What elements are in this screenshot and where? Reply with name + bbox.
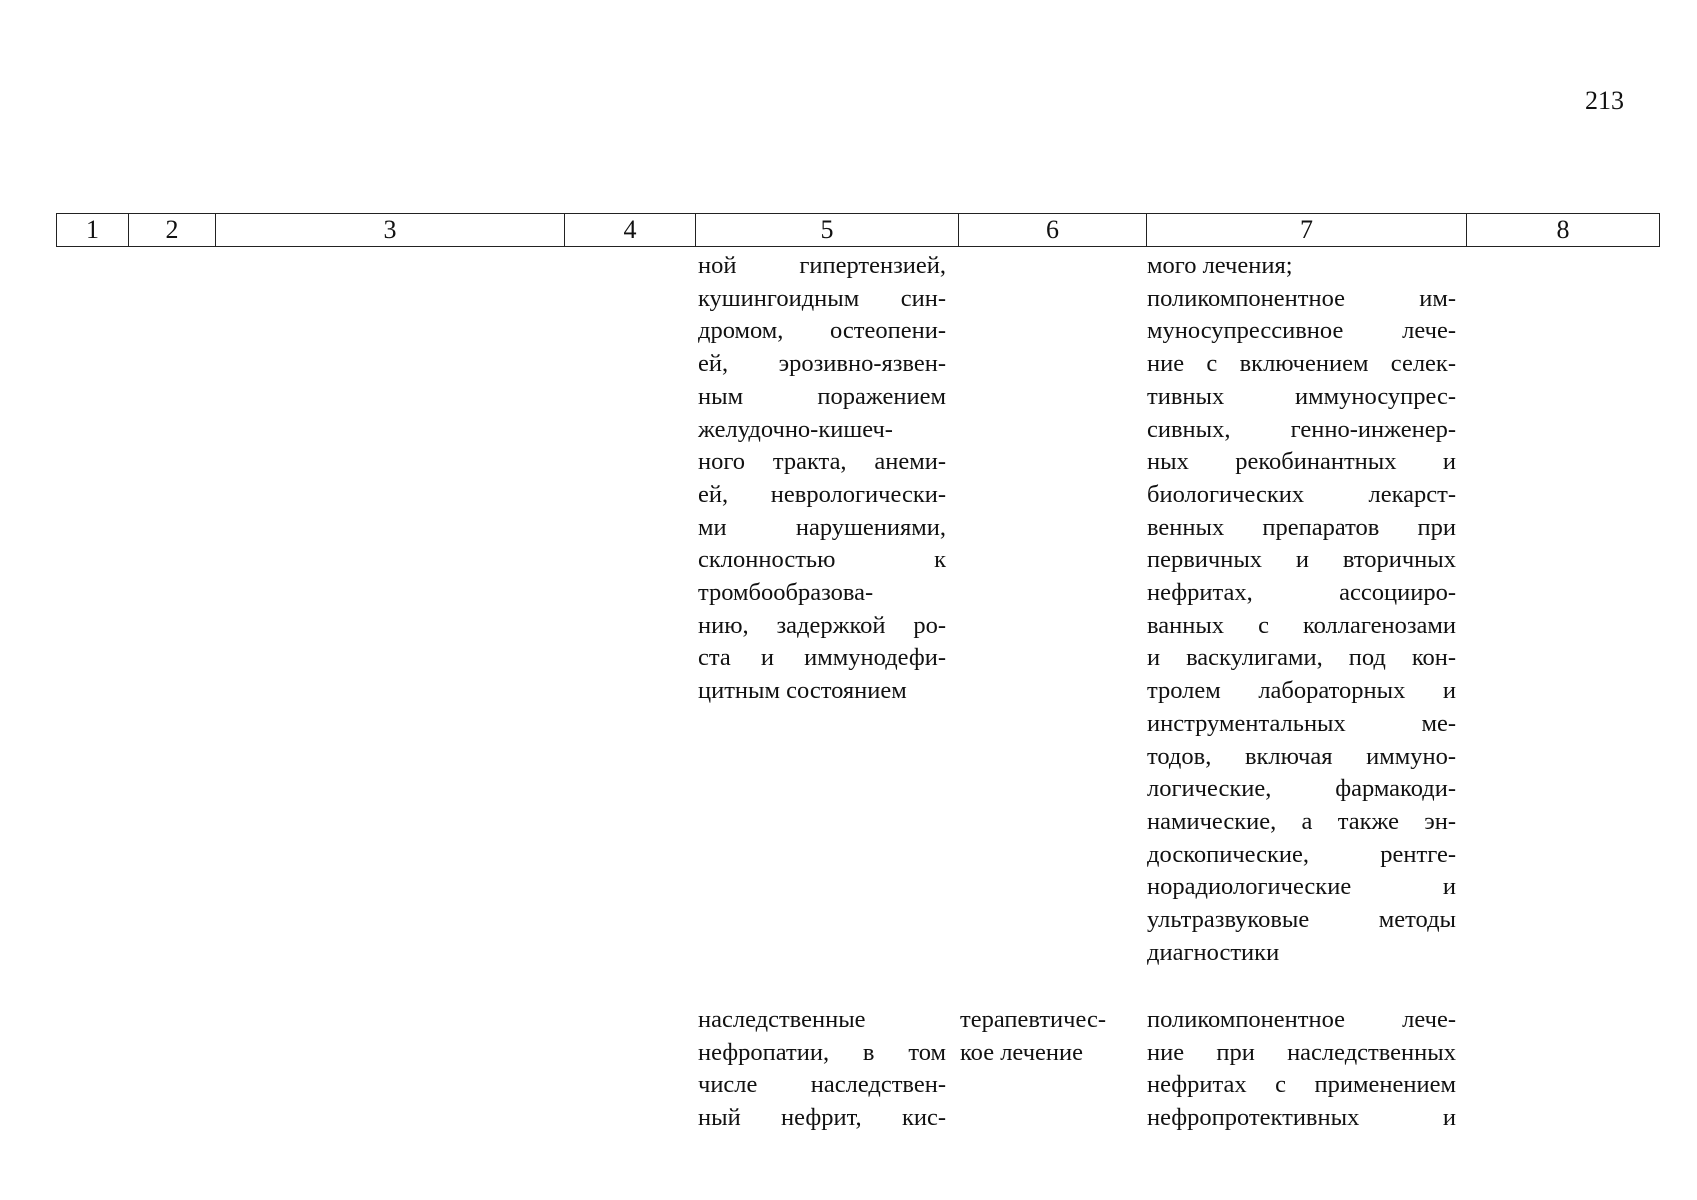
column-number-3: 3 — [216, 214, 565, 247]
text-line: ным поражением — [698, 382, 946, 410]
text-line: нию, задержкой ро- — [698, 611, 946, 639]
text-line: и васкулигами, под кон- — [1147, 644, 1456, 672]
text-line: склонностью к — [698, 546, 946, 574]
text-line: тодов, включая иммуно- — [1147, 742, 1456, 770]
text-line: сивных, генно-инженер- — [1147, 415, 1456, 443]
text-line: терапевтичес- — [960, 1006, 1106, 1033]
block2-column5-text — [698, 1004, 946, 1135]
text-line: поликомпонентное лече- — [1147, 1006, 1456, 1033]
text-line: наследственные — [698, 1006, 866, 1033]
text-line: ние при наследственных — [1147, 1038, 1456, 1066]
text-line: ной гипертензией, — [698, 252, 946, 279]
column-header-table — [56, 213, 1660, 247]
text-line: венных препаратов при — [1147, 513, 1456, 541]
column-number-2: 2 — [129, 214, 216, 247]
block2-column7-text — [1147, 1004, 1456, 1135]
column-number-6: 6 — [959, 214, 1147, 247]
text-line: поликомпонентное им- — [1147, 284, 1456, 312]
text-line: ных рекобинантных и — [1147, 448, 1456, 476]
text-line: цитным состоянием — [698, 677, 907, 705]
text-line: первичных и вторичных — [1147, 546, 1456, 574]
text-line: мого лечения; — [1147, 252, 1293, 279]
text-line: ние с включением селек- — [1147, 350, 1456, 378]
page-number: 213 — [1585, 86, 1624, 115]
column-number-8: 8 — [1467, 214, 1660, 247]
text-line: доскопические, рентге- — [1147, 840, 1456, 868]
block1-column7-text — [1147, 250, 1456, 969]
text-line: числе наследствен- — [698, 1071, 946, 1099]
text-line: дромом, остеопени- — [698, 317, 946, 345]
text-line: тивных иммуносупрес- — [1147, 382, 1456, 410]
column-number-1: 1 — [57, 214, 129, 247]
text-line: ей, неврологически- — [698, 480, 946, 508]
text-line: нефропротективных и — [1147, 1104, 1456, 1132]
text-line: логические, фармакоди- — [1147, 775, 1456, 803]
text-line: ей, эрозивно-язвен- — [698, 350, 946, 378]
text-line: муносупрессивное лече- — [1147, 317, 1456, 345]
text-line: ванных с коллагенозами — [1147, 611, 1456, 639]
text-line: желудочно-кишеч- — [698, 415, 893, 443]
text-line: нефропатии, в том — [698, 1038, 946, 1066]
text-line: кушингоидным син- — [698, 284, 946, 312]
column-number-row — [57, 214, 1660, 247]
text-line: намические, а также эн- — [1147, 807, 1456, 835]
text-line: нефритах, ассоцииро- — [1147, 579, 1456, 607]
text-line: биологических лекарст- — [1147, 480, 1456, 508]
text-line: кое лечение — [960, 1038, 1083, 1066]
text-line: диагностики — [1147, 938, 1280, 966]
text-line: инструментальных ме- — [1147, 709, 1456, 737]
text-line: ультразвуковые методы — [1147, 906, 1456, 934]
text-line: нефритах с применением — [1147, 1071, 1456, 1099]
text-line: ный нефрит, кис- — [698, 1104, 946, 1132]
text-line: ного тракта, анеми- — [698, 448, 946, 476]
text-line: ста и иммунодефи- — [698, 644, 946, 672]
text-line: норадиологические и — [1147, 873, 1456, 901]
text-line: ми нарушениями, — [698, 513, 946, 541]
block2-column6-text — [960, 1004, 1136, 1069]
text-line: тромбообразова- — [698, 579, 874, 607]
block1-column5-text — [698, 250, 946, 708]
column-number-7: 7 — [1147, 214, 1467, 247]
column-number-4: 4 — [565, 214, 696, 247]
column-number-5: 5 — [696, 214, 959, 247]
text-line: тролем лабораторных и — [1147, 677, 1456, 705]
